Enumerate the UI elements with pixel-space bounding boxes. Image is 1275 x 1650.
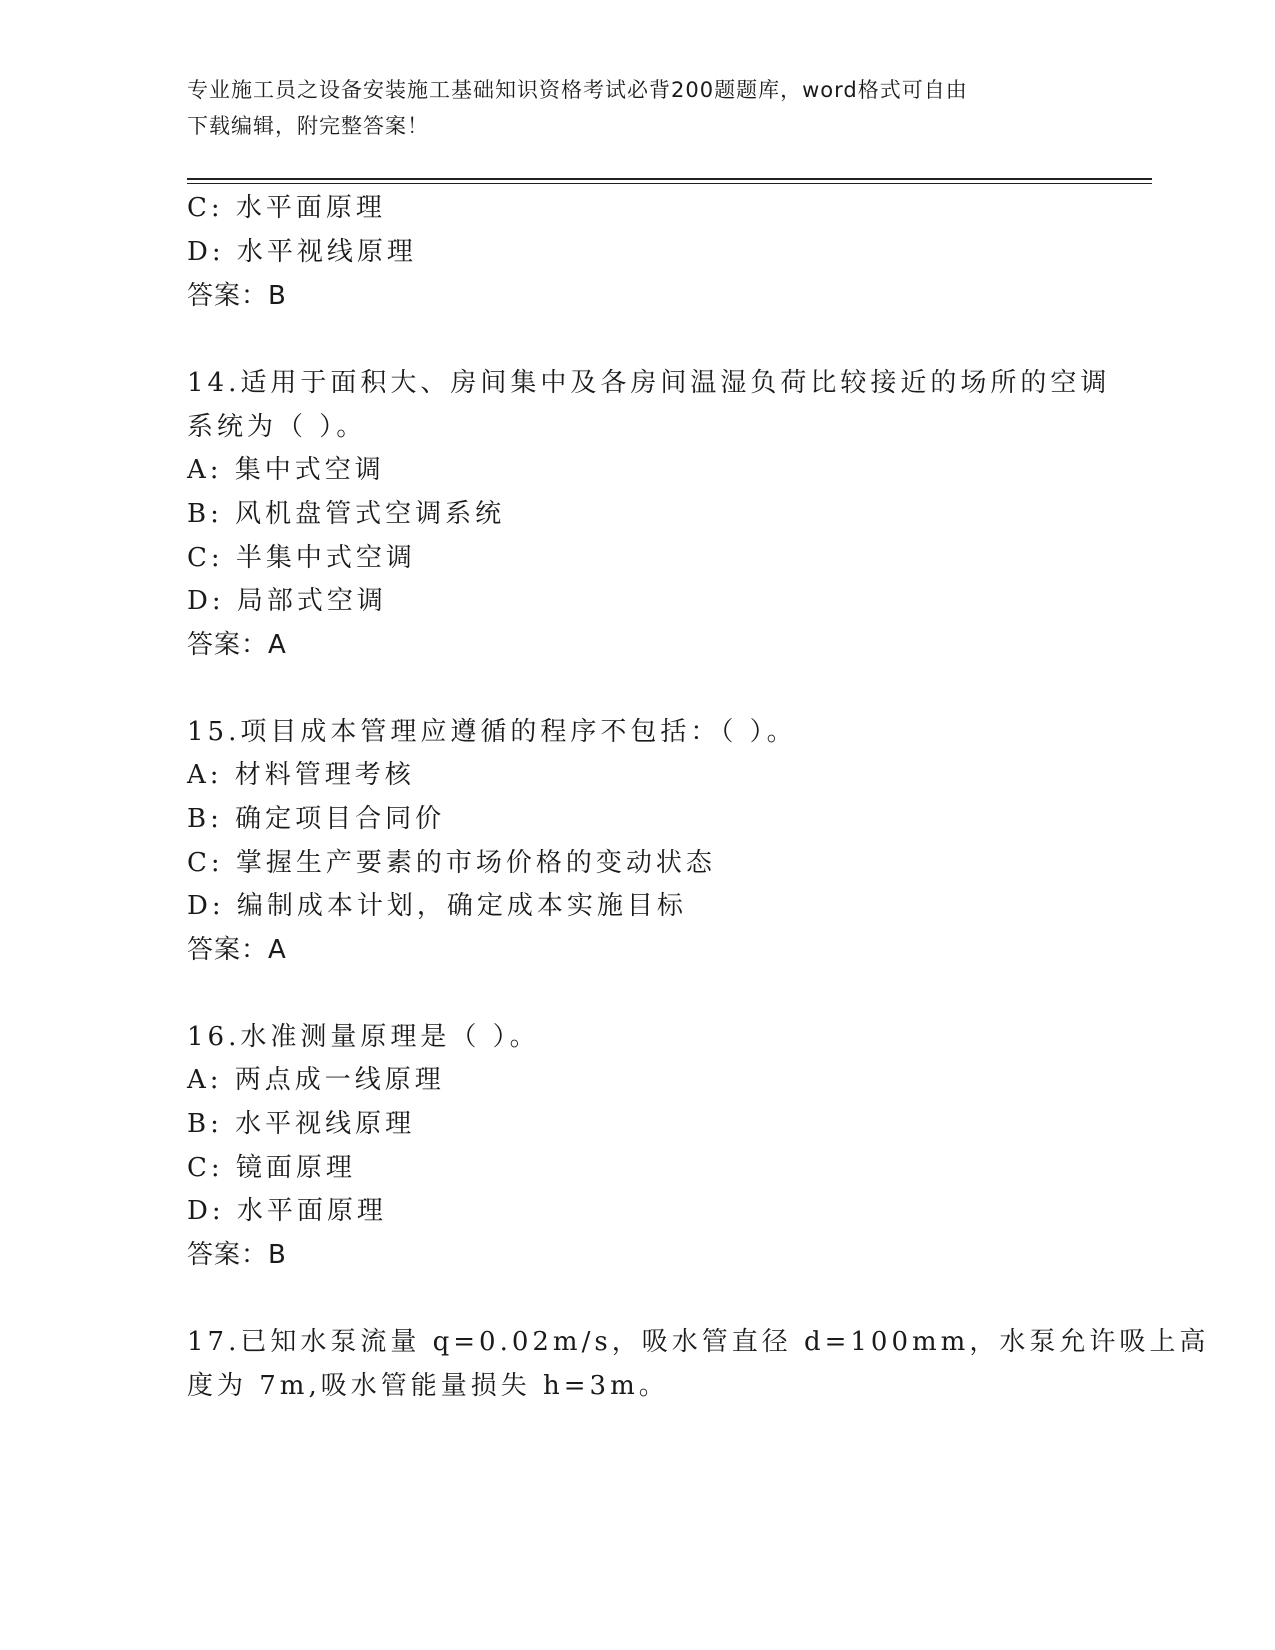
- q15-answer: 答案：A: [187, 935, 287, 965]
- q17-stem-line-2: 度为 7m,吸水管能量损失 h=3m。: [187, 1371, 669, 1401]
- q15-option-b: B: 确定项目合同价: [187, 804, 446, 834]
- q14-option-c: C: 半集中式空调: [187, 543, 416, 573]
- document-header: [187, 72, 1087, 144]
- q16-option-b: B: 水平视线原理: [187, 1109, 416, 1139]
- q15-option-d: D: 编制成本计划，确定成本实施目标: [187, 891, 687, 921]
- q14-option-a: A: 集中式空调: [187, 455, 385, 485]
- header-line-2: 下载编辑，附完整答案！: [187, 114, 429, 138]
- q15-option-a: A: 材料管理考核: [187, 760, 415, 790]
- q13-option-d: D: 水平视线原理: [187, 237, 417, 267]
- q14-option-b: B: 风机盘管式空调系统: [187, 499, 506, 529]
- q14-answer: 答案：A: [187, 630, 287, 660]
- q13-option-c: C: 水平面原理: [187, 193, 386, 223]
- header-divider-top: [187, 178, 1152, 180]
- q16-option-a: A: 两点成一线原理: [187, 1065, 445, 1095]
- q15-option-c: C: 掌握生产要素的市场价格的变动状态: [187, 848, 716, 878]
- q14-stem-line-2: 系统为（ ）。: [187, 412, 367, 442]
- q14-option-d: D: 局部式空调: [187, 586, 387, 616]
- q15-stem: 15.项目成本管理应遵循的程序不包括：（ ）。: [187, 717, 797, 747]
- header-divider-bottom: [187, 183, 1152, 184]
- q17-stem-line-1: 17.已知水泵流量 q=0.02m/s，吸水管直径 d=100mm，水泵允许吸上高: [187, 1327, 1210, 1357]
- q13-answer: 答案：B: [187, 281, 287, 311]
- q16-option-d: D: 水平面原理: [187, 1196, 387, 1226]
- q16-option-c: C: 镜面原理: [187, 1153, 356, 1183]
- q16-answer: 答案：B: [187, 1240, 287, 1270]
- header-line-1: 专业施工员之设备安装施工基础知识资格考试必背200题题库，word格式可自由: [187, 78, 968, 102]
- q14-stem-line-1: 14.适用于面积大、房间集中及各房间温湿负荷比较接近的场所的空调: [187, 368, 1111, 398]
- q16-stem: 16.水准测量原理是（ ）。: [187, 1022, 540, 1052]
